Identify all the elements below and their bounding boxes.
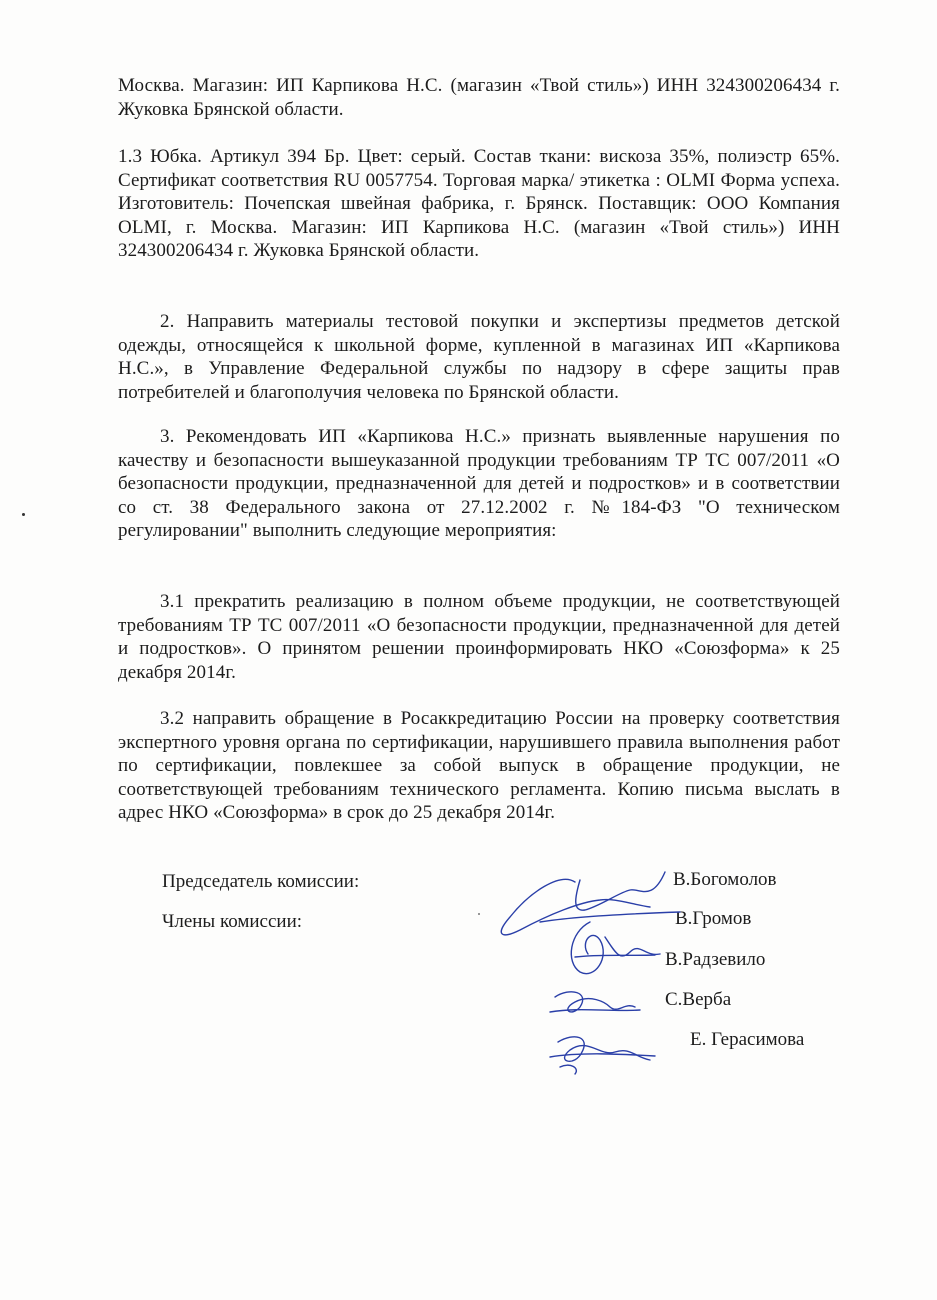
signatory-name: В.Громов: [675, 908, 752, 929]
signatory-name: В.Радзевило: [665, 949, 766, 970]
signatory-name: Е. Герасимова: [690, 1029, 805, 1050]
paragraph-item-3: 3. Рекомендовать ИП «Карпикова Н.С.» признать выявленные нарушения по качеству и безопасности вышеуказанной продукции требованиям ТР ТС 007/2011 «О безопасности продукции, предназначенной для детей и подростков» и в соответствии со ст. 38 Федерального закона от 27.12.2002 г. №184-ФЗ "О техническом регулировании" выполнить следующие мероприятия:: [118, 426, 840, 542]
members-label: Члены комиссии:: [162, 911, 303, 932]
signatory-name: В.Богомолов: [673, 869, 777, 890]
paragraph-item-3-1: 3.1 прекратить реализацию в полном объеме продукции, не соответствующей требованиям ТР ТС 007/2011 «О безопасности продукции, предназначенной для детей и подростков». О принятом решении проинформировать НКО «Союзформа» к 25 декабря 2014г.: [118, 591, 840, 683]
scan-speck: [478, 913, 480, 915]
handwritten-signatures: [480, 862, 700, 1082]
signatory-name: С.Верба: [665, 989, 732, 1010]
paragraph-item-1-3: 1.3 Юбка. Артикул 394 Бр. Цвет: серый. Состав ткани: вискоза 35%, полиэстр 65%. Сертификат соответствия RU 0057754. Торговая марка/ этикетка : OLMI Форма успеха. Изготовитель: Почепская швейная фабрика, г. Брянск. Поставщик: ООО Компания OLMI, г. Москва. Магазин: ИП Карпикова Н.С. (магазин «Твой стиль») ИНН 324300206434 г. Жуковка Брянской области.: [118, 146, 840, 262]
chair-label: Председатель комиссии:: [162, 871, 360, 892]
paragraph-item-3-2: 3.2 направить обращение в Росаккредитацию России на проверку соответствия экспертного уровня органа по сертификации, нарушившего правила выполнения работ по сертификации, повлекшее за собой выпуск в обращение продукции, не соответствующей требованиям технического регламента. Копию письма выслать в адрес НКО «Союзформа» в срок до 25 декабря 2014г.: [118, 708, 840, 824]
paragraph-item-2: 2. Направить материалы тестовой покупки и экспертизы предметов детской одежды, относящейся к школьной форме, купленной в магазинах ИП «Карпикова Н.С.», в Управление Федеральной службы по надзору в сфере защиты прав потребителей и благополучия человека по Брянской области.: [118, 311, 840, 403]
paragraph-store-info: Москва. Магазин: ИП Карпикова Н.С. (магазин «Твой стиль») ИНН 324300206434 г. Жуковка Брянской области.: [118, 75, 840, 120]
scan-speck: [22, 513, 25, 516]
